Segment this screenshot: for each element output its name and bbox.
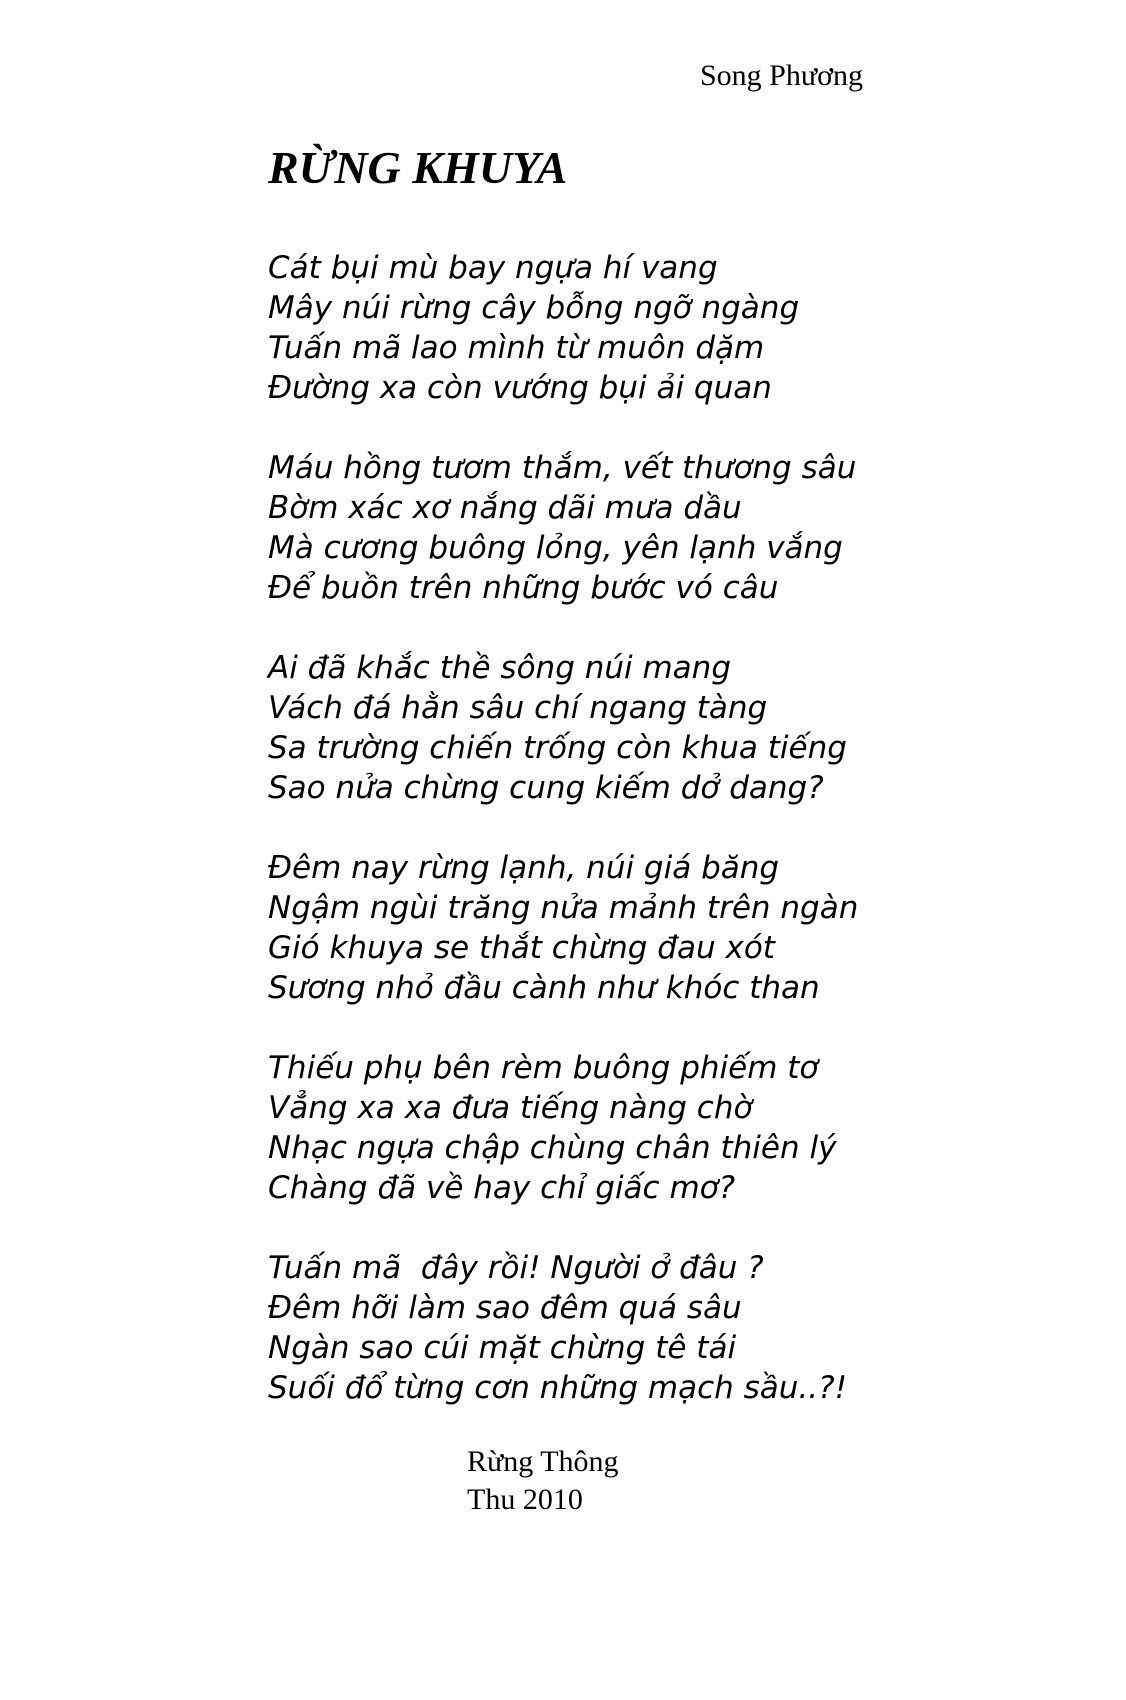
verse-line: Mây núi rừng cây bỗng ngỡ ngàng (268, 290, 800, 326)
signoff (467, 1443, 619, 1519)
verse-line: Vách đá hằn sâu chí ngang tàng (268, 690, 768, 726)
signoff-place: Rừng Thông (467, 1445, 619, 1478)
verse-line: Máu hồng tươm thắm, vết thương sâu (268, 450, 857, 486)
verse-line: Đêm nay rừng lạnh, núi giá băng (268, 850, 780, 886)
stanza-1 (268, 248, 1088, 408)
poem-body (268, 248, 1088, 1448)
stanza-6 (268, 1248, 1088, 1408)
verse-line: Sa trường chiến trống còn khua tiếng (268, 730, 847, 766)
verse-line: Gió khuya se thắt chừng đau xót (268, 930, 775, 966)
stanza-3 (268, 648, 1088, 808)
verse-line: Đường xa còn vướng bụi ải quan (268, 370, 772, 406)
verse-line: Suối đổ từng cơn những mạch sầu..?! (268, 1370, 847, 1406)
signoff-date: Thu 2010 (467, 1483, 583, 1516)
verse-line: Vẳng xa xa đưa tiếng nàng chờ (268, 1090, 753, 1126)
verse-line: Tuấn mã đây rồi! Người ở đâu ? (268, 1250, 764, 1286)
verse-line: Tuấn mã lao mình từ muôn dặm (268, 330, 765, 366)
verse-line: Mà cương buông lỏng, yên lạnh vắng (268, 530, 843, 566)
verse-line: Cát bụi mù bay ngựa hí vang (268, 250, 718, 286)
verse-line: Thiếu phụ bên rèm buông phiếm tơ (268, 1050, 819, 1086)
author-name: Song Phương (700, 59, 863, 92)
verse-line: Đêm hỡi làm sao đêm quá sâu (268, 1290, 742, 1326)
verse-line: Ai đã khắc thề sông núi mang (268, 650, 732, 686)
verse-line: Ngàn sao cúi mặt chừng tê tái (268, 1330, 737, 1366)
stanza-5 (268, 1048, 1088, 1208)
verse-line: Bờm xác xơ nắng dãi mưa dầu (268, 490, 742, 526)
verse-line: Sương nhỏ đầu cành như khóc than (268, 970, 820, 1006)
stanza-4 (268, 848, 1088, 1008)
verse-line: Ngậm ngùi trăng nửa mảnh trên ngàn (268, 890, 859, 926)
verse-line: Để buồn trên những bước vó câu (268, 570, 779, 606)
stanza-2 (268, 448, 1088, 608)
verse-line: Sao nửa chừng cung kiếm dở dang? (268, 770, 824, 806)
verse-line: Nhạc ngựa chập chùng chân thiên lý (268, 1130, 837, 1166)
verse-line: Chàng đã về hay chỉ giấc mơ? (268, 1170, 736, 1206)
poem-title: RỪNG KHUYA (268, 142, 568, 193)
